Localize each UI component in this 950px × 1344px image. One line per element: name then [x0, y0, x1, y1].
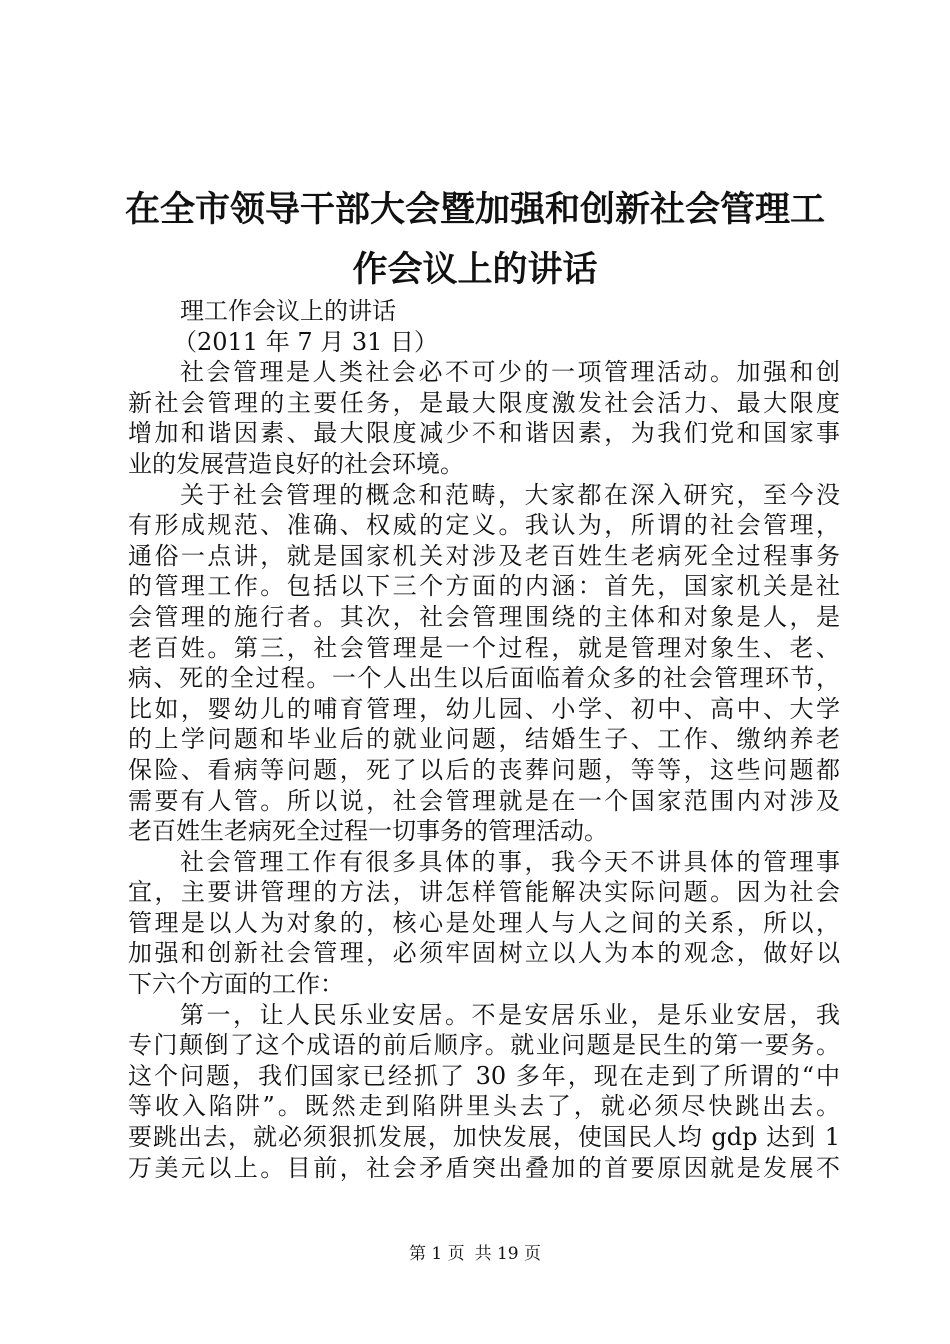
text-line: 宜，主要讲管理的方法，讲怎样管能解决实际问题。因为社会	[128, 878, 840, 907]
text-line: 这个问题，我们国家已经抓了 30 多年，现在走到了所谓的“中	[128, 1061, 840, 1090]
document-title-line-1: 在全市领导干部大会暨加强和创新社会管理工	[124, 190, 825, 230]
text-line: 专门颠倒了这个成语的前后顺序。就业问题是民生的第一要务。	[128, 1031, 840, 1060]
text-line: 下六个方面的工作：	[128, 970, 344, 999]
text-line: 有形成规范、准确、权威的定义。我认为，所谓的社会管理，	[128, 511, 840, 540]
text-line: 的上学问题和毕业后的就业问题，结婚生子、工作、缴纳养老	[128, 725, 840, 754]
text-line: 新社会管理的主要任务，是最大限度激发社会活力、最大限度	[128, 388, 840, 417]
document-body	[128, 296, 840, 1183]
text-line: 社会管理工作有很多具体的事，我今天不讲具体的管理事	[180, 847, 840, 876]
page-total: 共 19 页	[474, 1244, 542, 1264]
text-line: （2011 年 7 月 31 日）	[173, 327, 439, 356]
text-line: 理工作会议上的讲话	[180, 297, 396, 325]
text-line: 会管理的施行者。其次，社会管理围绕的主体和对象是人，是	[128, 602, 840, 631]
text-line: 增加和谐因素、最大限度减少不和谐因素，为我们党和国家事	[128, 419, 840, 448]
text-line: 老百姓生老病死全过程一切事务的管理活动。	[128, 817, 608, 846]
page-footer	[0, 1243, 950, 1265]
text-line: 第一，让人民乐业安居。不是安居乐业，是乐业安居，我	[180, 1000, 840, 1029]
text-line: 关于社会管理的概念和范畴，大家都在深入研究，至今没	[180, 480, 840, 509]
text-line: 万美元以上。目前，社会矛盾突出叠加的首要原因就是发展不	[128, 1153, 840, 1182]
text-line: 要跳出去，就必须狠抓发展，加快发展，使国民人均 gdp 达到 1	[128, 1123, 840, 1152]
page-number: 第 1 页	[408, 1244, 465, 1264]
text-line: 通俗一点讲，就是国家机关对涉及老百姓生老病死全过程事务	[128, 541, 840, 570]
text-line: 的管理工作。包括以下三个方面的内涵：首先，国家机关是社	[128, 572, 840, 601]
text-line: 需要有人管。所以说，社会管理就是在一个国家范围内对涉及	[128, 786, 840, 815]
document-title-line-2: 作会议上的讲话	[352, 250, 598, 290]
text-line: 保险、看病等问题，死了以后的丧葬问题，等等，这些问题都	[128, 755, 840, 784]
text-line: 加强和创新社会管理，必须牢固树立以人为本的观念，做好以	[128, 939, 840, 968]
text-line: 等收入陷阱”。既然走到陷阱里头去了，就必须尽快跳出去。	[128, 1092, 840, 1121]
text-line: 业的发展营造良好的社会环境。	[128, 449, 464, 478]
text-line: 管理是以人为对象的，核心是处理人与人之间的关系，所以，	[128, 908, 840, 937]
text-line: 社会管理是人类社会必不可少的一项管理活动。加强和创	[180, 358, 840, 387]
text-line: 病、死的全过程。一个人出生以后面临着众多的社会管理环节，	[128, 664, 840, 693]
text-line: 比如，婴幼儿的哺育管理，幼儿园、小学、初中、高中、大学	[128, 694, 840, 723]
text-line: 老百姓。第三，社会管理是一个过程，就是管理对象生、老、	[128, 633, 840, 662]
